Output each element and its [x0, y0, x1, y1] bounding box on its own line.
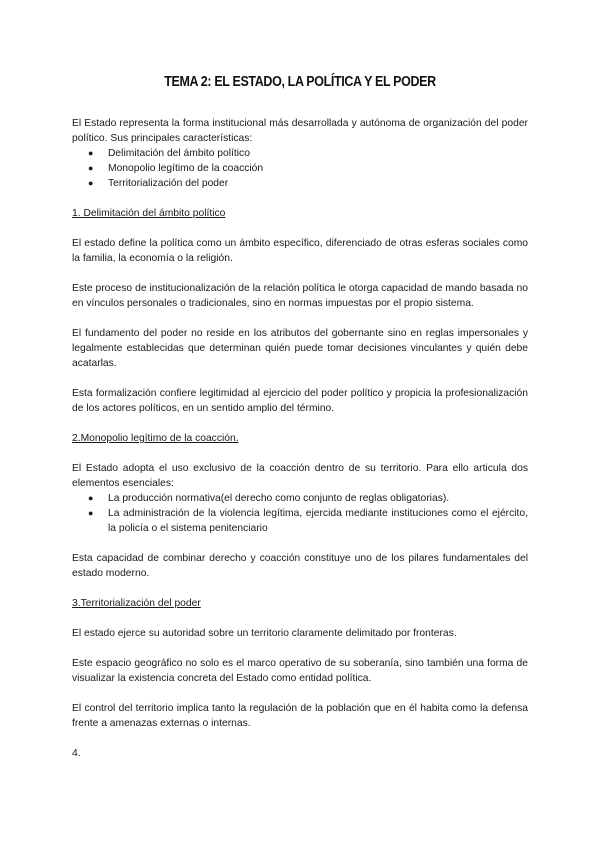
document-body	[72, 116, 528, 761]
section3-paragraph: El control del territorio implica tanto la regulación de la población que en él habita como la defensa frente a amenazas externas o internas.	[72, 703, 528, 729]
section1-paragraph: El estado define la política como un ámbito específico, diferenciado de otras esferas sociales como la familia, la economía o la religión.	[72, 238, 528, 264]
section-heading-3: 3.Territorialización del poder	[72, 598, 201, 609]
section1-paragraph: Esta formalización confiere legitimidad al ejercicio del poder político y propicia la profesionalización de los actores políticos, en un sentido amplio del término.	[72, 388, 528, 414]
bullet-icon: ●	[88, 493, 94, 503]
intro-paragraph: El Estado representa la forma institucional más desarrollada y autónoma de organización del poder político. Sus principales características:	[72, 118, 528, 144]
section-heading-1: 1. Delimitación del ámbito político	[72, 208, 226, 219]
elements-list	[72, 491, 528, 536]
bullet-icon: ●	[88, 508, 94, 518]
page-title: TEMA 2: EL ESTADO, LA POLÍTICA Y EL PODER	[164, 74, 436, 90]
section-heading-2: 2.Monopolio legítimo de la coacción.	[72, 433, 239, 444]
characteristics-list	[72, 146, 528, 191]
section2-paragraph: Esta capacidad de combinar derecho y coacción constituye uno de los pilares fundamentales del estado moderno.	[72, 553, 528, 579]
list-item: ● La administración de la violencia legítima, ejercida mediante instituciones como el ejército, la policía o el sistema penitenciario	[88, 508, 528, 534]
section1-paragraph: El fundamento del poder no reside en los atributos del gobernante sino en reglas impersonales y legalmente establecidas que determinan quién puede tomar decisiones vinculantes y quién debe acatarlas.	[72, 328, 528, 369]
section2-paragraph: El Estado adopta el uso exclusivo de la coacción dentro de su territorio. Para ello articula dos elementos esenciales:	[72, 463, 528, 489]
list-item: ● La producción normativa(el derecho como conjunto de reglas obligatorias).	[88, 493, 450, 504]
list-item: ● Territorialización del poder	[88, 178, 229, 189]
bullet-icon: ●	[88, 148, 94, 158]
section1-paragraph: Este proceso de institucionalización de la relación política le otorga capacidad de mando basada no en vínculos personales o tradicionales, sino en normas impuestas por el propio sistema.	[72, 283, 528, 309]
list-item: ● Monopolio legítimo de la coacción	[88, 163, 264, 174]
section-number-4: 4.	[72, 748, 81, 759]
bullet-icon: ●	[88, 163, 94, 173]
list-item: ● Delimitación del ámbito político	[88, 148, 250, 159]
section3-paragraph: Este espacio geográfico no solo es el marco operativo de su soberanía, sino también una forma de visualizar la existencia concreta del Estado como entidad política.	[72, 658, 528, 684]
bullet-icon: ●	[88, 178, 94, 188]
section3-paragraph: El estado ejerce su autoridad sobre un territorio claramente delimitado por fronteras.	[72, 628, 457, 639]
